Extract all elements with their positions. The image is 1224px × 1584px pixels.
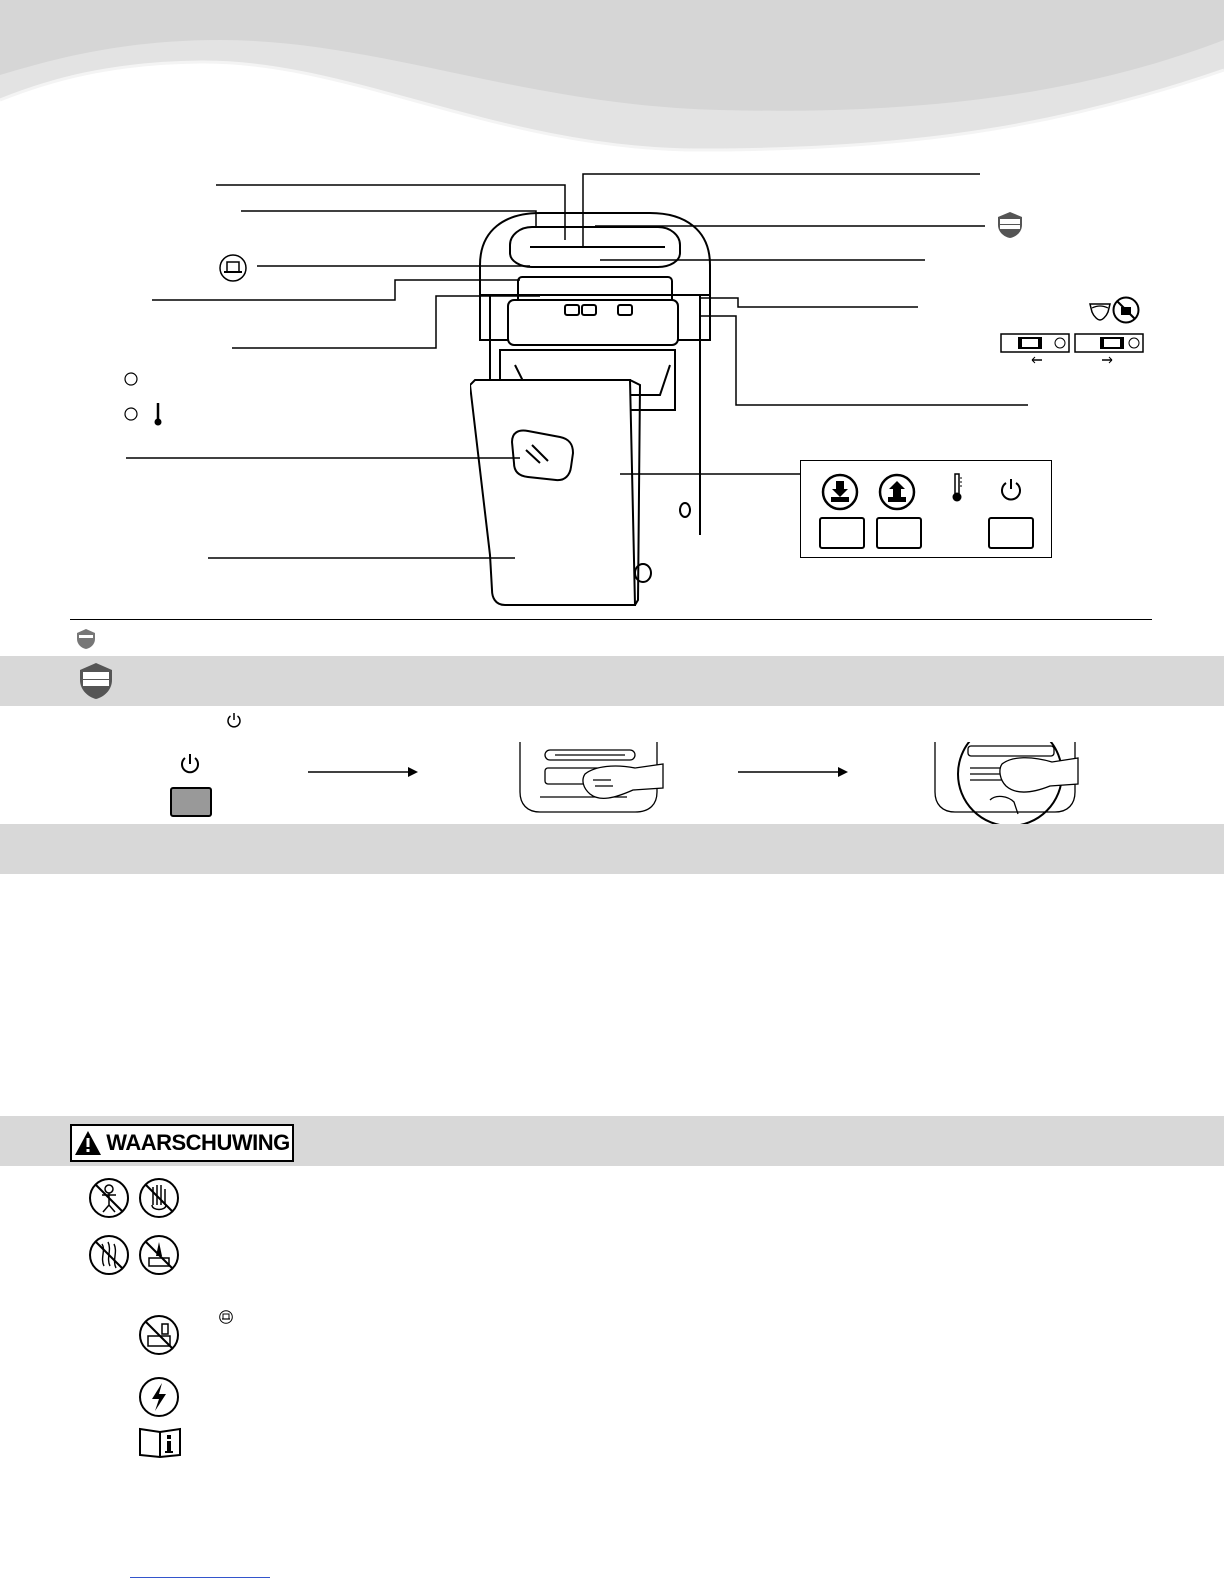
reverse-button[interactable] xyxy=(876,517,922,549)
power-button[interactable] xyxy=(988,517,1034,549)
power-icon xyxy=(226,712,242,728)
footer-link-underline[interactable] xyxy=(130,1577,270,1578)
step-arrow-icon xyxy=(738,766,848,778)
power-icon xyxy=(178,752,202,776)
hand-on-panel-illustration xyxy=(515,742,665,824)
thermometer-icon xyxy=(153,401,163,427)
step-arrow-icon xyxy=(308,766,418,778)
safe-sense-badge-icon xyxy=(78,662,114,700)
forward-button[interactable] xyxy=(819,517,865,549)
no-aerosol-icon xyxy=(1112,296,1140,324)
forward-icon xyxy=(821,473,859,511)
paper-feed-icon xyxy=(219,1310,233,1324)
no-hands-icon xyxy=(138,1177,180,1219)
power-button[interactable] xyxy=(170,787,212,817)
no-aerosol-icon xyxy=(138,1314,180,1356)
indicator-light-icon xyxy=(124,407,138,421)
warning-triangle-icon xyxy=(74,1130,102,1156)
safe-sense-badge-icon xyxy=(996,211,1024,239)
header-wave xyxy=(0,0,1224,160)
no-ties-icon xyxy=(138,1234,180,1276)
switch-forward-diagram xyxy=(1074,332,1144,364)
thermometer-icon xyxy=(951,473,963,503)
sensor-icon xyxy=(1088,298,1112,322)
control-panel-inset xyxy=(800,460,1052,558)
read-manual-icon xyxy=(138,1426,182,1458)
no-hair-icon xyxy=(88,1234,130,1276)
hand-reset-illustration xyxy=(930,742,1080,824)
section-divider xyxy=(70,619,1152,620)
warning-label-text: WAARSCHUWING xyxy=(106,1130,290,1155)
power-icon xyxy=(999,477,1023,501)
switch-reverse-diagram xyxy=(1000,332,1070,364)
safe-sense-badge-icon xyxy=(76,628,96,650)
warning-label xyxy=(70,1124,294,1162)
no-children-icon xyxy=(88,1177,130,1219)
reverse-icon xyxy=(878,473,916,511)
paper-feed-icon xyxy=(219,254,247,282)
section-band-safe-sense xyxy=(0,656,1224,706)
section-band xyxy=(0,824,1224,874)
indicator-light-icon xyxy=(124,372,138,386)
electric-hazard-icon xyxy=(138,1376,180,1418)
